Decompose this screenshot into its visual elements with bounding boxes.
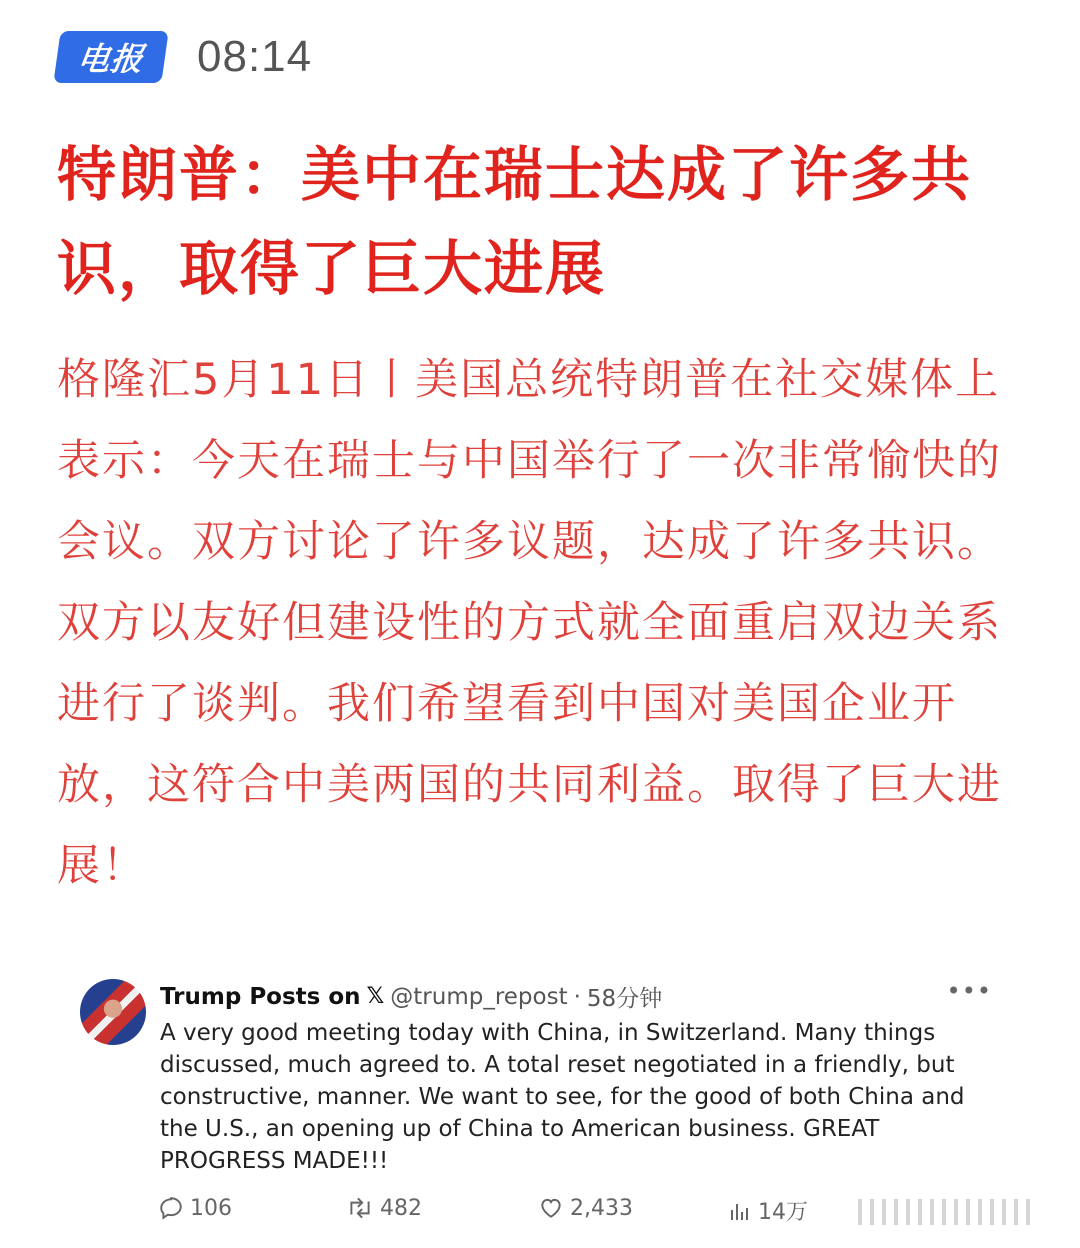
repost-button[interactable] (346, 1195, 422, 1221)
repost-count: 482 (380, 1195, 422, 1221)
reply-count: 106 (190, 1195, 232, 1221)
views-button[interactable] (728, 1195, 808, 1226)
embedded-tweet[interactable] (80, 975, 1010, 1235)
repost-icon (346, 1195, 374, 1221)
reply-button[interactable] (158, 1195, 232, 1221)
tweet-actions (158, 1195, 1018, 1231)
views-icon (728, 1198, 752, 1224)
x-logo-icon: 𝕏 (366, 984, 385, 1009)
article-body: 格隆汇5月11日丨美国总统特朗普在社交媒体上表示：今天在瑞士与中国举行了一次非常愉快的会议。双方讨论了许多议题，达成了许多共识。双方以友好但建设性的方式就全面重启双边关系进行了谈判。我们希望看到中国对美国企业开放，这符合中美两国的共同利益。取得了巨大进展！ (57, 355, 1002, 891)
tweet-text: A very good meeting today with China, in Switzerland. Many things discussed, much agreed to. A total reset negotiated in a friendly, but constructive, manner. We want to see, for the good of both China and the U.S., an opening up of China to American business. GREAT PROGRESS MADE!!! (160, 1020, 965, 1174)
tweet-age: 58分钟 (586, 986, 663, 1012)
tweet-header (160, 980, 662, 1013)
separator: · (573, 983, 581, 1010)
like-icon (538, 1195, 564, 1221)
headline: 特朗普：美中在瑞士达成了许多共识，取得了巨大进展 (57, 140, 973, 303)
more-icon[interactable]: ••• (946, 977, 992, 1005)
header (57, 30, 312, 84)
tweet-author[interactable]: Trump Posts on (160, 983, 361, 1010)
tweet-handle[interactable]: @trump_repost (390, 983, 568, 1010)
like-count: 2,433 (570, 1195, 633, 1221)
share-bookmark-icons[interactable] (858, 1199, 1038, 1225)
view-count: 14万 (758, 1200, 808, 1225)
timestamp: 08:14 (197, 32, 313, 81)
telegraph-badge: 电报 (53, 31, 168, 83)
reply-icon (158, 1195, 184, 1221)
avatar[interactable] (80, 979, 146, 1045)
like-button[interactable] (538, 1195, 633, 1221)
